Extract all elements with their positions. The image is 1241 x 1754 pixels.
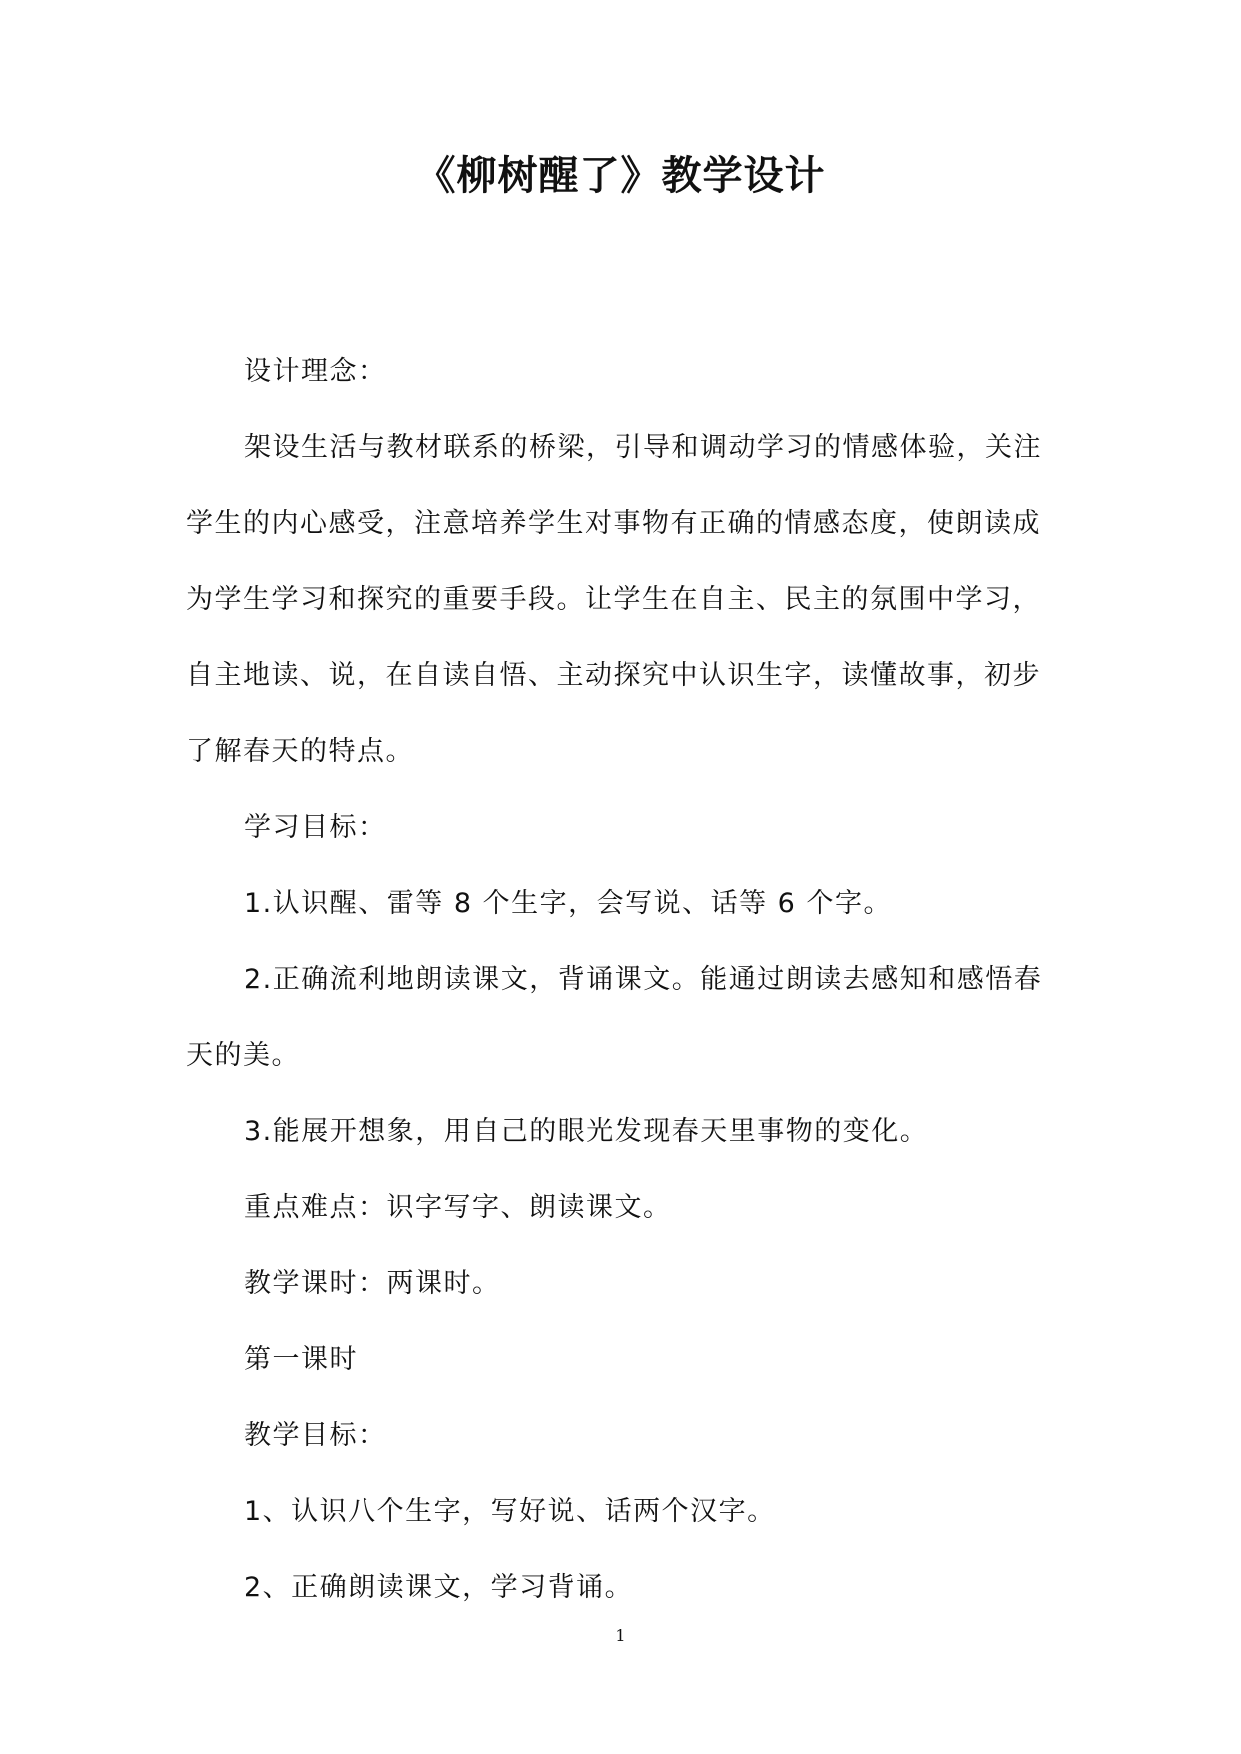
paragraph-teaching-goal-1: 1、认识八个生字，写好说、话两个汉字。 — [244, 1496, 776, 1527]
paragraph-teaching-goal-2: 2、正确朗读课文，学习背诵。 — [244, 1572, 634, 1603]
document-title: 《柳树醒了》教学设计 — [415, 153, 826, 199]
page-number: 1 — [615, 1626, 626, 1645]
paragraph-goal-2: 2.正确流利地朗读课文，背诵课文。能通过朗读去感知和感悟春天的美。 — [186, 964, 1043, 1071]
paragraph-learning-goals-heading: 学习目标： — [244, 812, 387, 843]
paragraph-design-concept: 架设生活与教材联系的桥梁，引导和调动学习的情感体验，关注学生的内心感受，注意培养学生对事物有正确的情感态度，使朗读成为学生学习和探究的重要手段。让学生在自主、民主的氛围中学习，自主地读、说，在自读自悟、主动探究中认识生字，读懂故事，初步了解春天的特点。 — [186, 432, 1042, 767]
document-body — [186, 334, 1066, 1626]
paragraph-design-concept-heading: 设计理念： — [244, 356, 387, 387]
paragraph-class-hours: 教学课时：两课时。 — [244, 1268, 501, 1299]
paragraph-goal-3: 3.能展开想象，用自己的眼光发现春天里事物的变化。 — [244, 1116, 929, 1147]
paragraph-first-lesson: 第一课时 — [244, 1344, 358, 1375]
paragraph-teaching-goals-heading: 教学目标： — [244, 1420, 387, 1451]
paragraph-key-points: 重点难点：识字写字、朗读课文。 — [244, 1192, 672, 1223]
paragraph-goal-1: 1.认识醒、雷等 8 个生字，会写说、话等 6 个字。 — [244, 888, 892, 919]
